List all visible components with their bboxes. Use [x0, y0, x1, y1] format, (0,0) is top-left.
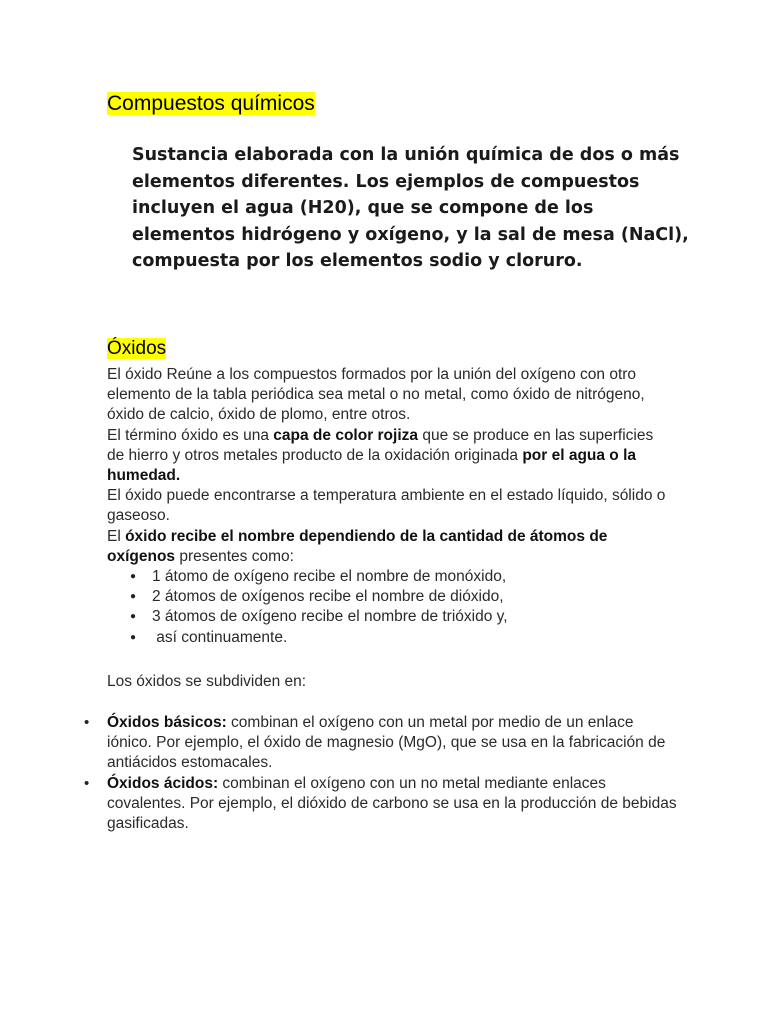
subdivide-intro: Los óxidos se subdividen en: — [107, 673, 307, 690]
list-item: ● así continuamente. — [107, 628, 667, 648]
oxidos-body — [107, 365, 667, 648]
p2-text-b: que se produce en las superficies de hierro y otros metales producto de la oxidación originada — [107, 426, 654, 464]
type-text: combinan el oxígeno con un no metal mediante enlaces covalentes. Por ejemplo, el dióxido de carbono se usa en la producción de bebidas gasificadas. — [107, 774, 677, 833]
p2-text-a: El término óxido es una — [107, 426, 274, 444]
p4-text-b: presentes como: — [175, 547, 294, 565]
paragraph-estados: El óxido puede encontrarse a temperatura ambiente en el estado líquido, sólido o gaseoso. — [107, 487, 666, 525]
list-item: ● 2 átomos de oxígenos recibe el nombre de dióxido, — [107, 587, 667, 607]
section-title-oxidos — [107, 336, 166, 361]
list-item: ● 3 átomos de oxígeno recibe el nombre de trióxido y, — [107, 607, 667, 627]
paragraph-nombre — [107, 527, 667, 567]
list-item: ● 1 átomo de oxígeno recibe el nombre de monóxido, — [107, 567, 667, 587]
page-title — [107, 90, 315, 118]
p2-bold-a: capa de color rojiza — [273, 426, 419, 444]
type-name: Óxidos ácidos: — [107, 774, 219, 792]
type-name: Óxidos básicos: — [107, 714, 227, 731]
atom-count-list — [107, 567, 667, 648]
p4-bold: óxido recibe el nombre dependiendo de la cantidad de átomos de oxígenos — [107, 527, 608, 565]
type-text: combinan el oxígeno con un metal por medio de un enlace iónico. Por ejemplo, el óxido de magnesio (MgO), que se usa en la fabricación de antiácidos estomacales. — [107, 714, 666, 772]
p4-text-a: El — [107, 527, 126, 545]
list-item-oxidos-acidos — [0, 774, 680, 835]
list-item-oxidos-basicos — [0, 713, 680, 774]
title-highlight: Compuestos químicos — [107, 92, 315, 115]
lead-paragraph: Sustancia elaborada con la unión química de dos o más elementos diferentes. Los ejemplos de compuestos incluyen el agua (H20), que se compone de los elementos hidrógeno y oxígeno, y la sal de mesa (NaCl), compuesta por los elementos sodio y cloruro. — [132, 145, 689, 271]
paragraph-capa-rojiza — [107, 426, 667, 487]
oxide-types-list — [0, 713, 680, 834]
section-title-highlight: Óxidos — [107, 338, 167, 359]
p2-bold-b: por el agua o la humedad. — [107, 446, 637, 485]
paragraph-definition: El óxido Reúne a los compuestos formados por la unión del oxígeno con otro elemento de la tabla periódica sea metal o no metal, como óxido de nitrógeno, óxido de calcio, óxido de plomo, entre otros. — [107, 366, 645, 424]
